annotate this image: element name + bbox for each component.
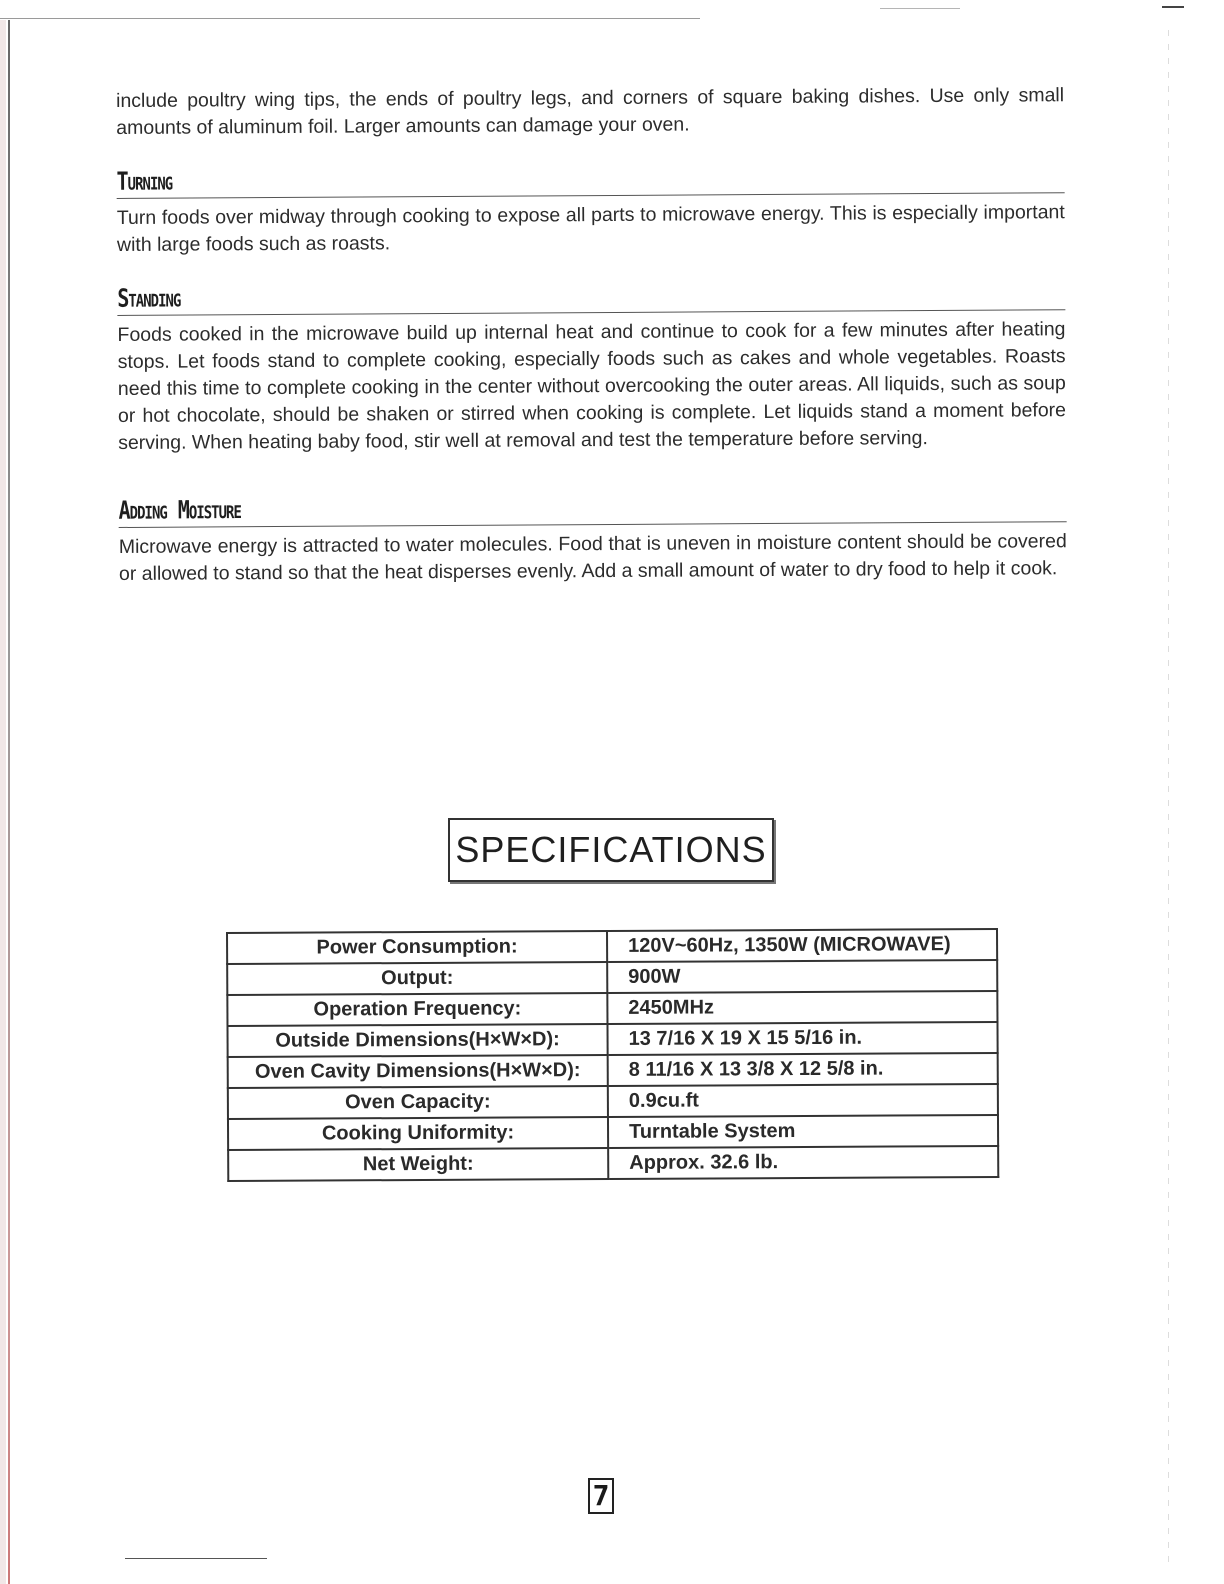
spec-label: Cooking Uniformity:: [228, 1117, 608, 1150]
table-row: [227, 1022, 997, 1057]
spec-value: 8 11/16 X 13 3/8 X 12 5/8 in.: [608, 1053, 998, 1086]
bottom-rule: [125, 1558, 267, 1559]
spec-value: 900W: [607, 960, 997, 993]
spec-value: 13 7/16 X 19 X 15 5/16 in.: [607, 1022, 997, 1055]
spec-label: Power Consumption:: [227, 931, 607, 964]
heading-turning: Turning: [116, 165, 173, 196]
scan-top-line-short: [880, 8, 960, 9]
specifications-title-box: [448, 818, 774, 882]
intro-paragraph: include poultry wing tips, the ends of poultry legs, and corners of square baking dishes. Use only small amounts of aluminum foil. Larger amounts can damage your oven.: [116, 84, 1065, 139]
table-row: [228, 1084, 998, 1119]
standing-paragraph: Foods cooked in the microwave build up internal heat and continue to cook for a few minutes after heating stops. Let foods stand to complete cooking, especially foods such as cakes and whole vegetables. Roasts need this time to complete cooking in the center without overcooking the outer areas. All liquids, such as soup or hot chocolate, should be shaken or stirred when cooking is complete. Let liquids stand a moment before serving. When heating baby food, stir well at removal and test the temperature before serving.: [117, 318, 1067, 454]
spec-value: 0.9cu.ft: [608, 1084, 998, 1117]
spec-label: Oven Capacity:: [228, 1086, 608, 1119]
table-row: [227, 929, 997, 964]
spec-label: Outside Dimensions(H×W×D):: [227, 1024, 607, 1057]
scan-right-edge: [1168, 30, 1169, 1570]
spec-label: Output:: [227, 962, 607, 995]
heading-standing: Standing: [117, 282, 181, 313]
spec-label: Net Weight:: [228, 1148, 608, 1181]
table-row: [228, 1146, 998, 1181]
scan-margin-shadow: [0, 20, 6, 1584]
page-number: 7: [588, 1478, 614, 1514]
scan-top-line: [0, 18, 700, 19]
spec-value: Approx. 32.6 lb.: [608, 1146, 998, 1179]
table-row: [227, 960, 997, 995]
spec-label: Operation Frequency:: [227, 993, 607, 1026]
turning-paragraph: Turn foods over midway through cooking to expose all parts to microwave energy. This is especially important with large foods such as roasts.: [116, 201, 1065, 256]
specifications-table: [226, 928, 999, 1182]
specifications-title: SPECIFICATIONS: [455, 829, 767, 870]
adding-moisture-paragraph: Microwave energy is attracted to water molecules. Food that is uneven in moisture content should be covered or allowed to stand so that the heat disperses evenly. Add a small amount of water to dry food to help it cook.: [118, 530, 1067, 585]
spec-label: Oven Cavity Dimensions(H×W×D):: [228, 1055, 608, 1088]
spec-value: 120V~60Hz, 1350W (MICROWAVE): [607, 929, 997, 962]
heading-adding-moisture: Adding Moisture: [118, 494, 241, 525]
section-heading-adding-moisture: [119, 495, 1067, 528]
table-row: [228, 1053, 998, 1088]
spec-value: 2450MHz: [607, 991, 997, 1024]
scan-top-right-mark: [1162, 6, 1184, 8]
table-row: [227, 991, 997, 1026]
table-row: [228, 1115, 998, 1150]
section-heading-standing: [117, 283, 1065, 316]
scan-left-edge: [8, 20, 10, 1584]
spec-value: Turntable System: [608, 1115, 998, 1148]
manual-text-content: [116, 82, 1067, 588]
section-heading-turning: [117, 166, 1065, 199]
